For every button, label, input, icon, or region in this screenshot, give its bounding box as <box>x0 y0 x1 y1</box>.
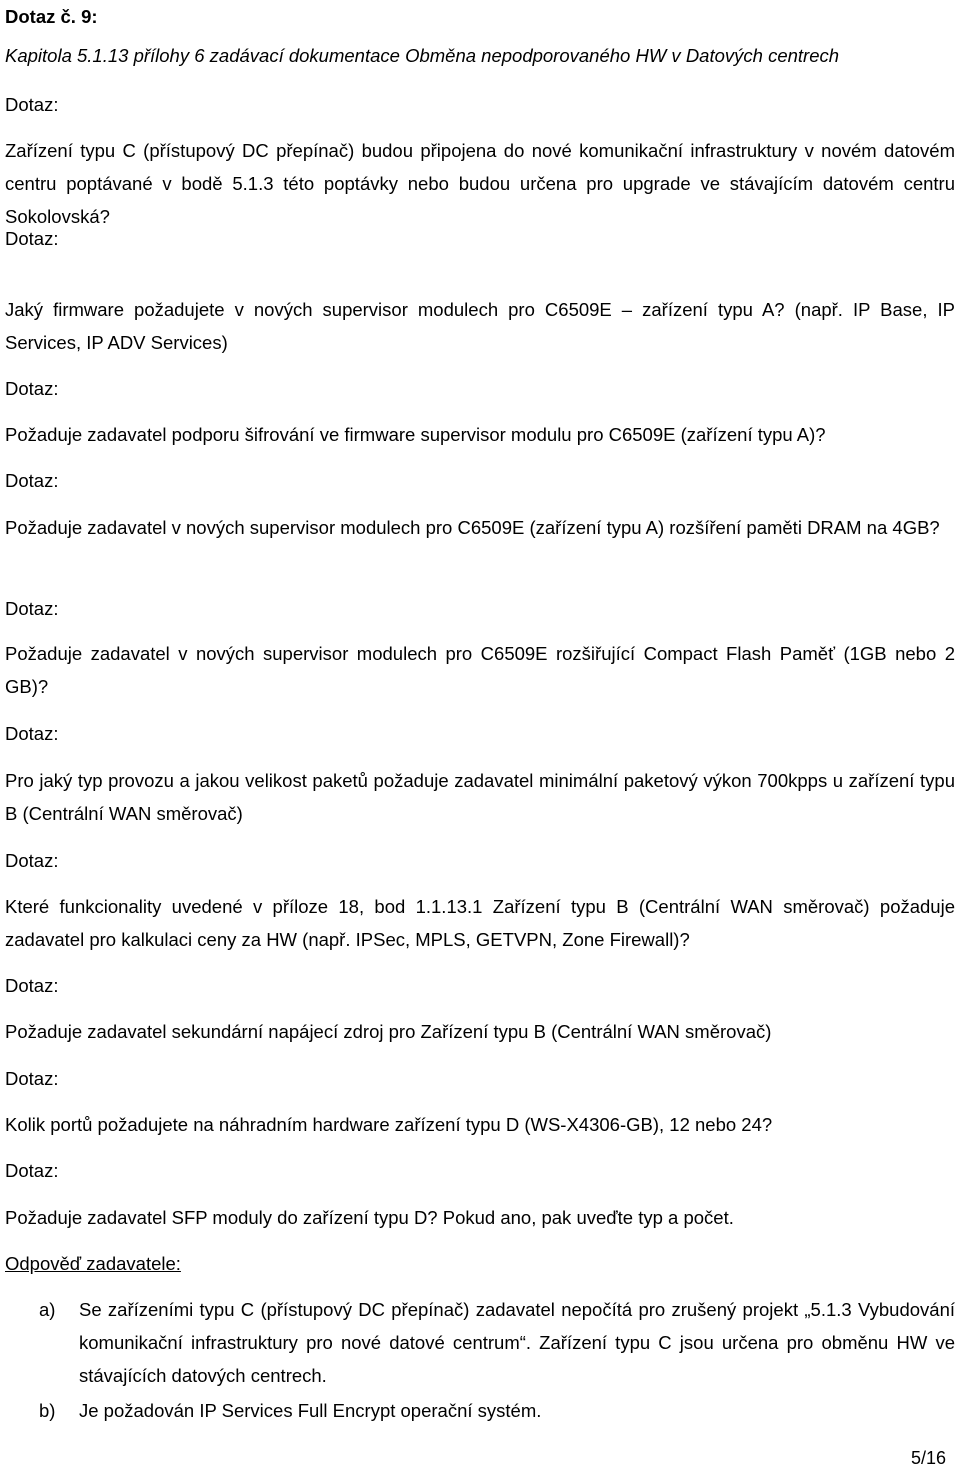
chapter-reference: Kapitola 5.1.13 přílohy 6 zadávací dokumentace Obměna nepodporovaného HW v Datových centrech <box>5 45 840 66</box>
question-label-9: Dotaz: <box>5 1068 59 1089</box>
answer-marker-a: a) <box>39 1299 56 1320</box>
question-label-4: Dotaz: <box>5 470 59 491</box>
question-text-4: Požaduje zadavatel v nových supervisor modulech pro C6509E (zařízení typu A) rozšíření paměti DRAM na 4GB? <box>5 517 940 538</box>
question-text-2: Jaký firmware požadujete v nových supervisor modulech pro C6509E – zařízení typu A? (např. IP Base, IP Services, IP ADV Services) <box>5 299 955 353</box>
question-label-7: Dotaz: <box>5 850 59 871</box>
question-label-5: Dotaz: <box>5 598 59 619</box>
question-label-8: Dotaz: <box>5 975 59 996</box>
answer-marker-b: b) <box>39 1400 56 1421</box>
answer-text-a: Se zařízeními typu C (přístupový DC přepínač) zadavatel nepočítá pro zrušený projekt „5.1.3 Vybudování komunikační infrastruktury pro nové datové centrum“. Zařízení typu C jsou určena pro obměnu HW ve stávajících datových centrech. <box>79 1299 955 1386</box>
question-text-1: Zařízení typu C (přístupový DC přepínač) budou připojena do nové komunikační infrastruktury v novém datovém centru poptávané v bodě 5.1.3 této poptávky nebo budou určena pro upgrade ve stávajícím datovém centru Sokolovská? <box>5 140 955 227</box>
question-label-2: Dotaz: <box>5 228 59 249</box>
question-text-10: Požaduje zadavatel SFP moduly do zařízení typu D? Pokud ano, pak uveďte typ a počet. <box>5 1207 734 1228</box>
question-text-7: Které funkcionality uvedené v příloze 18, bod 1.1.13.1 Zařízení typu B (Centrální WAN směrovač) požaduje zadavatel pro kalkulaci ceny za HW (např. IPSec, MPLS, GETVPN, Zone Firewall)? <box>5 896 955 950</box>
question-text-3: Požaduje zadavatel podporu šifrování ve firmware supervisor modulu pro C6509E (zařízení typu A)? <box>5 424 826 445</box>
question-label-10: Dotaz: <box>5 1160 59 1181</box>
answer-item-b <box>5 1394 955 1427</box>
question-label-1: Dotaz: <box>5 94 59 115</box>
question-text-6: Pro jaký typ provozu a jakou velikost paketů požaduje zadavatel minimální paketový výkon 700kpps u zařízení typu B (Centrální WAN směrovač) <box>5 770 955 824</box>
question-text-9: Kolik portů požadujete na náhradním hardware zařízení typu D (WS-X4306-GB), 12 nebo 24? <box>5 1114 773 1135</box>
answer-list <box>5 1293 955 1427</box>
question-text-5: Požaduje zadavatel v nových supervisor modulech pro C6509E rozšiřující Compact Flash Paměť (1GB nebo 2 GB)? <box>5 643 955 697</box>
question-heading: Dotaz č. 9: <box>5 6 98 27</box>
answer-text-b: Je požadován IP Services Full Encrypt operační systém. <box>79 1400 542 1421</box>
page-number: 5/16 <box>910 1448 946 1468</box>
question-label-6: Dotaz: <box>5 723 59 744</box>
question-text-8: Požaduje zadavatel sekundární napájecí zdroj pro Zařízení typu B (Centrální WAN směrovač) <box>5 1021 772 1042</box>
answer-label: Odpověď zadavatele: <box>5 1253 181 1274</box>
question-label-3: Dotaz: <box>5 378 59 399</box>
answer-item-a <box>5 1293 955 1392</box>
